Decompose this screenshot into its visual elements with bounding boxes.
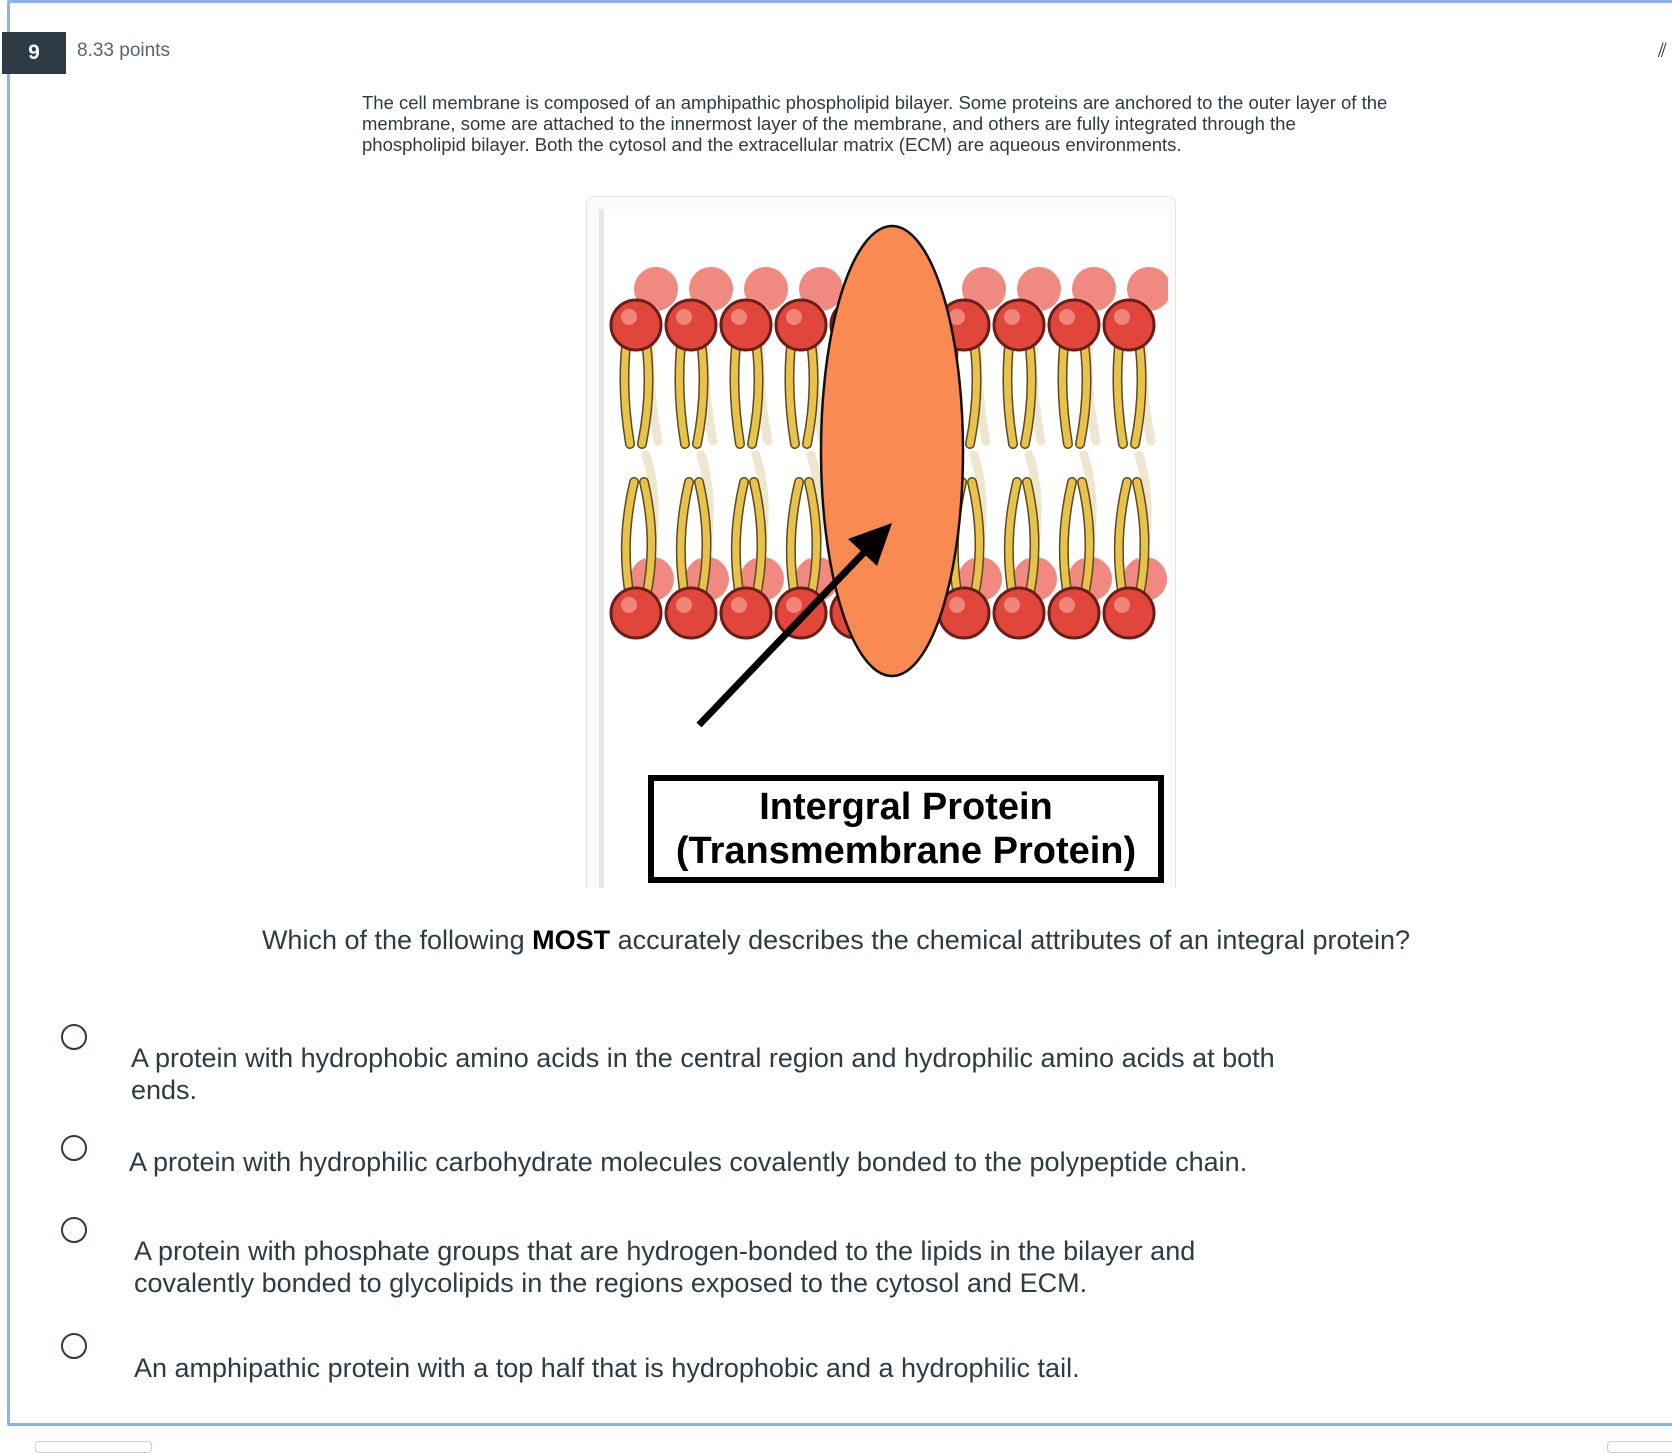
figure-label-line1: Intergral Protein: [759, 786, 1053, 828]
head-highlight: [1004, 597, 1020, 613]
head-highlight: [621, 309, 637, 325]
stem-text-before: Which of the following: [261, 925, 533, 955]
phospholipid-head: [721, 588, 771, 638]
figure-canvas: [599, 209, 1168, 888]
question-intro: The cell membrane is composed of an amphipathic phospholipid bilayer. Some proteins are anchored to the outer layer of the membrane, some are attached to the innermost layer of the membrane, and others are fully integrated through the phospholipid bilayer. Both the cytosol and the extracellular matrix (ECM) are aqueous environments.: [362, 92, 1388, 155]
radio-button[interactable]: [61, 1135, 87, 1161]
footer-tab-right: [1607, 1441, 1672, 1453]
phospholipid-head: [1104, 588, 1154, 638]
answer-option-label[interactable]: A protein with phosphate groups that are hydrogen-bonded to the lipids in the bilayer and covalently bonded to glycolipids in the regions exposed to the cytosol and ECM.: [134, 1236, 1196, 1298]
radio-button[interactable]: [61, 1217, 87, 1243]
integral-protein: [821, 226, 963, 676]
question-points: 8.33 points: [77, 40, 170, 61]
head-highlight: [1059, 597, 1075, 613]
membrane-diagram: [604, 209, 1168, 769]
head-highlight: [731, 597, 747, 613]
footer-tab-left: [35, 1441, 152, 1453]
phospholipid-head: [1049, 300, 1099, 350]
phospholipid-head: [666, 300, 716, 350]
head-highlight: [676, 309, 692, 325]
head-highlight: [1059, 309, 1075, 325]
phospholipid-head: [611, 588, 661, 638]
phospholipid-head: [776, 300, 826, 350]
figure-label-line2: (Transmembrane Protein): [675, 830, 1137, 872]
stem-text-after: accurately describes the chemical attributes of an integral protein?: [610, 925, 1411, 955]
head-highlight: [676, 597, 692, 613]
pin-icon[interactable]: ⫽: [1658, 40, 1667, 62]
phospholipid-head: [994, 300, 1044, 350]
stem-emphasis: MOST: [532, 925, 611, 955]
membrane-figure: [586, 196, 1176, 888]
head-highlight: [1114, 597, 1130, 613]
answer-option-label[interactable]: An amphipathic protein with a top half that is hydrophobic and a hydrophilic tail.: [134, 1353, 1080, 1383]
phospholipid-head: [994, 588, 1044, 638]
question-stem: [0, 925, 1672, 956]
head-highlight: [786, 597, 802, 613]
phospholipid-head: [1049, 588, 1099, 638]
head-highlight: [1114, 309, 1130, 325]
phospholipid-head: [721, 300, 771, 350]
radio-button[interactable]: [61, 1333, 87, 1359]
radio-button[interactable]: [61, 1024, 87, 1050]
head-highlight: [786, 309, 802, 325]
answer-option-label[interactable]: A protein with hydrophilic carbohydrate molecules covalently bonded to the polypeptide chain.: [129, 1147, 1248, 1177]
figure-label-box: [648, 775, 1164, 883]
phospholipid-head: [611, 300, 661, 350]
phospholipid-head: [1104, 300, 1154, 350]
answer-option-label[interactable]: A protein with hydrophobic amino acids in the central region and hydrophilic amino acids at both ends.: [131, 1043, 1275, 1105]
head-highlight: [731, 309, 747, 325]
head-highlight: [621, 597, 637, 613]
phospholipid-head: [666, 588, 716, 638]
head-highlight: [949, 597, 965, 613]
head-highlight: [1004, 309, 1020, 325]
question-number: 9: [2, 32, 66, 74]
